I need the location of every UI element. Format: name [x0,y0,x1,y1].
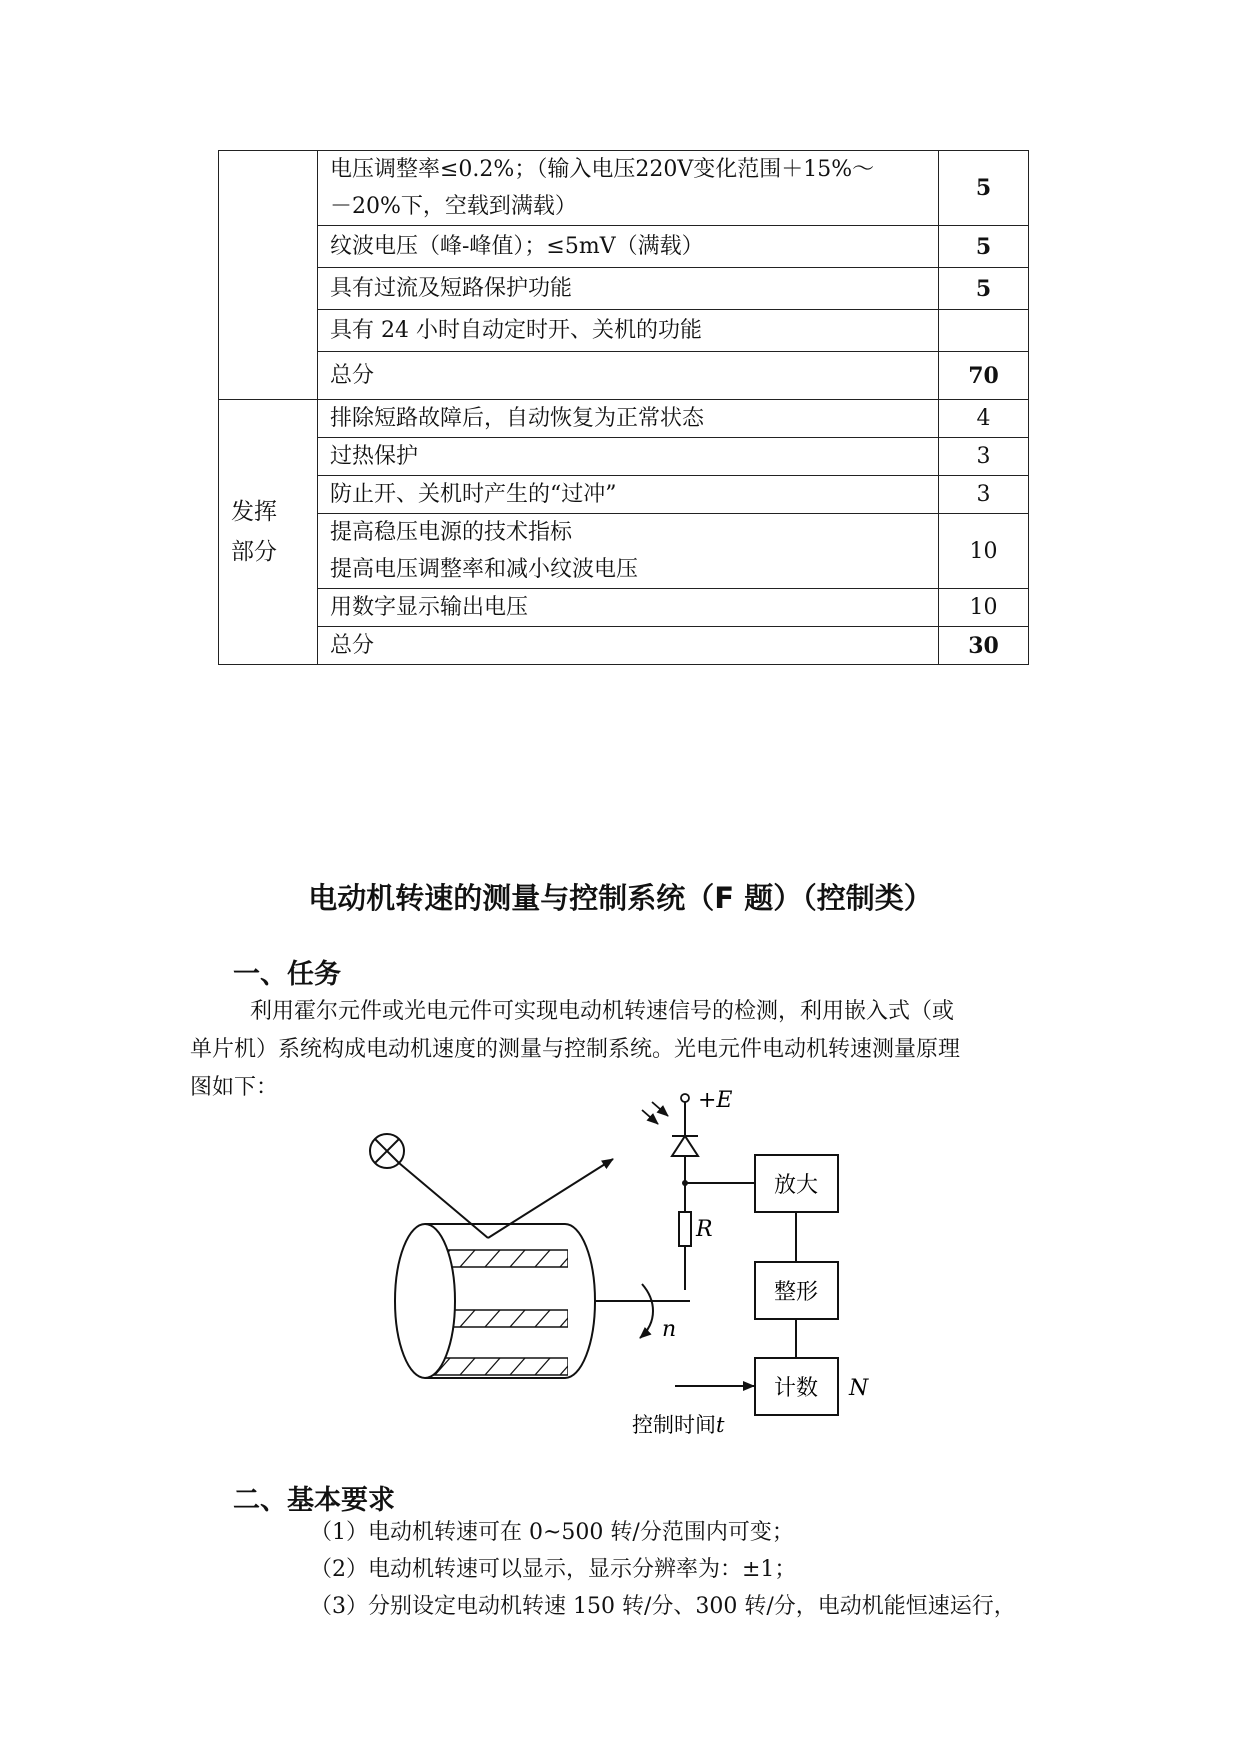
supply-label: +E [698,1088,733,1113]
score-cell: 30 [939,627,1029,665]
score-cell: 5 [939,151,1029,226]
score-cell: 5 [939,226,1029,268]
requirement-item: （1）电动机转速可在 0~500 转/分范围内可变； [310,1520,794,1545]
category-line: 部分 [231,539,277,565]
item-line: 排除短路故障后，自动恢复为正常状态 [330,406,705,431]
requirement-item: （3）分别设定电动机转速 150 转/分、300 转/分，电动机能恒速运行， [310,1594,1016,1619]
output-label: N [849,1376,869,1401]
reflected-ray [488,1159,613,1238]
resistor-icon [679,1212,691,1246]
counter-label: 计数 [773,1376,819,1401]
resistor-label: R [696,1217,713,1242]
score-cell: 70 [939,352,1029,400]
page-title: 电动机转速的测量与控制系统（F 题）（控制类） [308,881,933,915]
item-line: 用数字显示输出电压 [330,595,529,620]
item-line: 具有过流及短路保护功能 [330,276,573,301]
item-line: 过热保护 [330,444,419,469]
score-cell: 3 [939,476,1029,514]
score-cell: 10 [939,589,1029,627]
requirement-item: （2）电动机转速可以显示，显示分辨率为：±1； [310,1557,797,1582]
light-arrows-icon [642,1102,668,1124]
item-line: 总分 [330,363,375,388]
task-line: 图如下： [190,1075,279,1100]
requirements-list [310,1514,1016,1625]
control-time-label [632,1413,725,1437]
category-line: 发挥 [231,499,277,525]
shaping-label: 整形 [773,1280,819,1305]
item-line: －20%下，空载到满载） [330,194,577,219]
lamp-icon [370,1134,404,1168]
task-line: 利用霍尔元件或光电元件可实现电动机转速信号的检测，利用嵌入式（或 [250,999,955,1024]
item-line: 电压调整率≤0.2%；（输入电压220V变化范围＋15%～ [330,157,875,182]
control-time-var: t [716,1413,725,1437]
photodiode-icon [672,1136,698,1156]
speed-label: n [662,1317,677,1342]
score-cell: 5 [939,268,1029,310]
score-cell: 4 [939,400,1029,438]
item-line: 纹波电压（峰-峰值）；≤5mV（满载） [330,234,704,259]
amplify-label: 放大 [773,1173,819,1198]
item-line: 总分 [330,633,375,658]
item-line: 具有 24 小时自动定时开、关机的功能 [330,318,702,343]
incident-ray [399,1163,488,1238]
supply-terminal [681,1094,689,1102]
item-line: 提高稳压电源的技术指标 [330,520,573,545]
rotation-arrow [640,1284,653,1338]
section-heading-requirements: 二、基本要求 [233,1485,395,1516]
score-cell: 3 [939,438,1029,476]
task-line: 单片机）系统构成电动机速度的测量与控制系统。光电元件电动机转速测量原理 [190,1037,961,1062]
score-cell: 10 [939,514,1029,589]
control-time-text: 控制时间 [632,1413,716,1437]
item-line: 提高电压调整率和减小纹波电压 [330,557,639,582]
motor-drum [395,1224,595,1378]
item-line: 防止开、关机时产生的“过冲” [330,482,617,507]
section-heading-task: 一、任务 [233,959,341,990]
